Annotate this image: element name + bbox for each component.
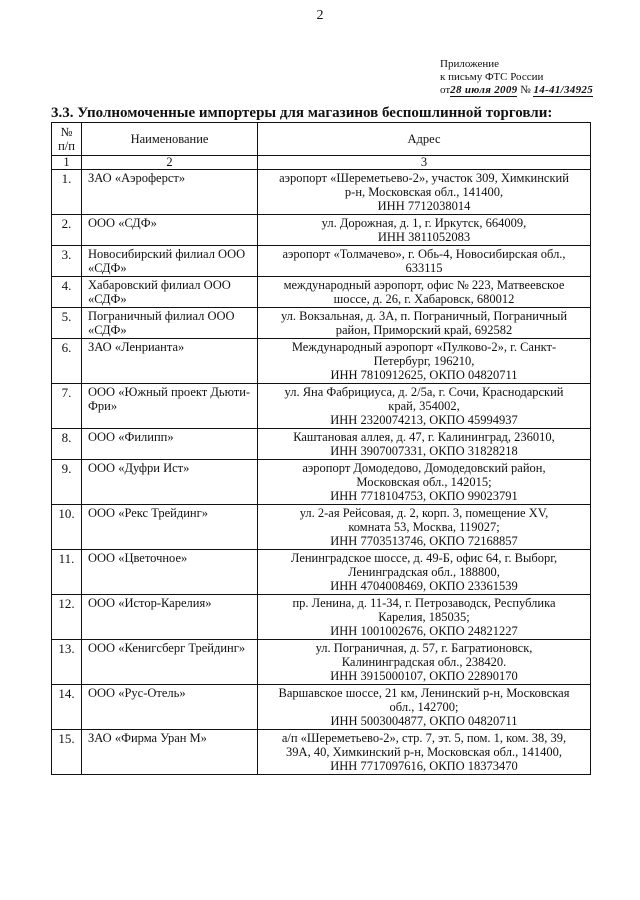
address-line: аэропорт «Шереметьево-2», участок 309, Химкинский [279, 171, 569, 185]
importer-name: ООО «Истор-Карелия» [82, 595, 258, 640]
table-row [52, 246, 591, 277]
importer-name: ООО «Рекс Трейдинг» [82, 505, 258, 550]
address-line: ИНН 4704008469, ОКПО 23361539 [330, 579, 518, 593]
appendix-date-number [440, 84, 593, 97]
address-line: край, 354002, [388, 399, 460, 413]
column-number: 1 [52, 156, 82, 170]
address-line: обл., 142700; [389, 700, 459, 714]
address-line: шоссе, д. 26, г. Хабаровск, 680012 [333, 292, 515, 306]
importer-name: Пограничный филиал ООО «СДФ» [82, 308, 258, 339]
table-column-numbers-row [52, 156, 591, 170]
address-line: Карелия, 185035; [378, 610, 470, 624]
importer-address [258, 339, 591, 384]
address-line: ИНН 7717097616, ОКПО 18373470 [330, 759, 518, 773]
table-body [52, 170, 591, 775]
header-address: Адрес [258, 123, 591, 156]
number-value: 14-41/34925 [533, 84, 593, 96]
importer-address [258, 246, 591, 277]
column-number: 3 [258, 156, 591, 170]
address-line: комната 53, Москва, 119027; [348, 520, 500, 534]
importer-address [258, 215, 591, 246]
date-prefix: от [440, 84, 451, 96]
table-row [52, 170, 591, 215]
address-line: Московская обл., 142015; [356, 475, 492, 489]
address-line: пр. Ленина, д. 11-34, г. Петрозаводск, Республика [292, 596, 556, 610]
row-number: 1. [52, 170, 82, 215]
row-number: 8. [52, 429, 82, 460]
importer-address [258, 685, 591, 730]
row-number: 6. [52, 339, 82, 384]
importer-name: ООО «Кенигсберг Трейдинг» [82, 640, 258, 685]
column-number: 2 [82, 156, 258, 170]
importer-name: ООО «Дуфри Ист» [82, 460, 258, 505]
table-row [52, 384, 591, 429]
table-row [52, 215, 591, 246]
importer-address [258, 429, 591, 460]
importer-name: ЗАО «Ленрианта» [82, 339, 258, 384]
importer-address [258, 505, 591, 550]
importer-name: ЗАО «Аэроферст» [82, 170, 258, 215]
row-number: 14. [52, 685, 82, 730]
row-number: 15. [52, 730, 82, 775]
table-row [52, 550, 591, 595]
address-line: аэропорт «Толмачево», г. Обь-4, Новосибирская обл., [282, 247, 566, 261]
address-line: ИНН 7718104753, ОКПО 99023791 [330, 489, 518, 503]
appendix-block [440, 58, 593, 97]
address-line: Калининградская обл., 238420. [341, 655, 507, 669]
importer-name: ЗАО «Фирма Уран М» [82, 730, 258, 775]
row-number: 12. [52, 595, 82, 640]
number-prefix: № [520, 84, 531, 96]
appendix-letter-ref: к письму ФТС России [440, 71, 544, 83]
address-line: 633115 [405, 261, 443, 275]
address-line: ИНН 3907007331, ОКПО 31828218 [330, 444, 518, 458]
table-row [52, 685, 591, 730]
address-line: ИНН 7712038014 [377, 199, 471, 213]
address-line: район, Приморский край, 692582 [335, 323, 513, 337]
address-line: Варшавское шоссе, 21 км, Ленинский р-н, Московская [278, 686, 570, 700]
header-num: № п/п [52, 123, 82, 156]
importer-address [258, 640, 591, 685]
row-number: 11. [52, 550, 82, 595]
row-number: 2. [52, 215, 82, 246]
table-row [52, 277, 591, 308]
address-line: Ленинградское шоссе, д. 49-Б, офис 64, г. Выборг, [290, 551, 558, 565]
address-line: международный аэропорт, офис № 223, Матвеевское [283, 278, 565, 292]
table-row [52, 595, 591, 640]
importer-name: ООО «Рус-Отель» [82, 685, 258, 730]
date-value: 28 июля 2009 [450, 84, 518, 96]
address-line: ИНН 3915000107, ОКПО 22890170 [330, 669, 518, 683]
row-number: 4. [52, 277, 82, 308]
address-line: Каштановая аллея, д. 47, г. Калининград, 236010, [293, 430, 555, 444]
appendix-title: Приложение [440, 58, 500, 70]
table-row [52, 429, 591, 460]
table-header-row [52, 123, 591, 156]
section-heading: 3.3. Уполномоченные импортеры для магазинов беспошлинной торговли: [51, 105, 553, 121]
table-row [52, 640, 591, 685]
address-line: аэропорт Домодедово, Домодедовский район, [302, 461, 546, 475]
address-line: ИНН 2320074213, ОКПО 45994937 [330, 413, 518, 427]
importer-name: ООО «Цветочное» [82, 550, 258, 595]
table-row [52, 308, 591, 339]
importer-address [258, 550, 591, 595]
address-line: ИНН 7810912625, ОКПО 04820711 [330, 368, 518, 382]
address-line: ул. Пограничная, д. 57, г. Багратионовск, [315, 641, 533, 655]
address-line: ИНН 7703513746, ОКПО 72168857 [330, 534, 518, 548]
row-number: 3. [52, 246, 82, 277]
address-line: ул. Яна Фабрициуса, д. 2/5а, г. Сочи, Краснодарский [284, 385, 564, 399]
table-row [52, 730, 591, 775]
importer-address [258, 384, 591, 429]
address-line: ИНН 5003004877, ОКПО 04820711 [330, 714, 518, 728]
address-line: Петербург, 196210, [373, 354, 475, 368]
address-line: ул. Вокзальная, д. 3А, п. Пограничный, Пограничный [280, 309, 568, 323]
row-number: 9. [52, 460, 82, 505]
importer-name: Хабаровский филиал ООО «СДФ» [82, 277, 258, 308]
address-line: ул. Дорожная, д. 1, г. Иркутск, 664009, [321, 216, 527, 230]
header-name: Наименование [82, 123, 258, 156]
row-number: 5. [52, 308, 82, 339]
address-line: Международный аэропорт «Пулково-2», г. Санкт- [291, 340, 557, 354]
address-line: а/п «Шереметьево-2», стр. 7, эт. 5, пом. 1, ком. 38, 39, [281, 731, 567, 745]
address-line: ИНН 1001002676, ОКПО 24821227 [330, 624, 518, 638]
importer-address [258, 460, 591, 505]
importer-address [258, 595, 591, 640]
table-row [52, 505, 591, 550]
importer-name: ООО «Южный проект Дьюти-Фри» [82, 384, 258, 429]
importers-table [51, 122, 591, 775]
address-line: 39А, 40, Химкинский р-н, Московская обл., 141400, [286, 745, 562, 759]
table-row [52, 339, 591, 384]
row-number: 10. [52, 505, 82, 550]
page-number: 2 [316, 8, 324, 23]
importer-name: ООО «СДФ» [82, 215, 258, 246]
table-row [52, 460, 591, 505]
importer-address [258, 277, 591, 308]
address-line: ИНН 3811052083 [377, 230, 471, 244]
address-line: ул. 2-ая Рейсовая, д. 2, корп. 3, помещение XV, [299, 506, 549, 520]
address-line: Ленинградская обл., 188800, [348, 565, 500, 579]
importer-address [258, 308, 591, 339]
row-number: 13. [52, 640, 82, 685]
importer-name: Новосибирский филиал ООО «СДФ» [82, 246, 258, 277]
importer-name: ООО «Филипп» [82, 429, 258, 460]
address-line: р-н, Московская обл., 141400, [344, 185, 504, 199]
row-number: 7. [52, 384, 82, 429]
importer-address [258, 170, 591, 215]
importer-address [258, 730, 591, 775]
